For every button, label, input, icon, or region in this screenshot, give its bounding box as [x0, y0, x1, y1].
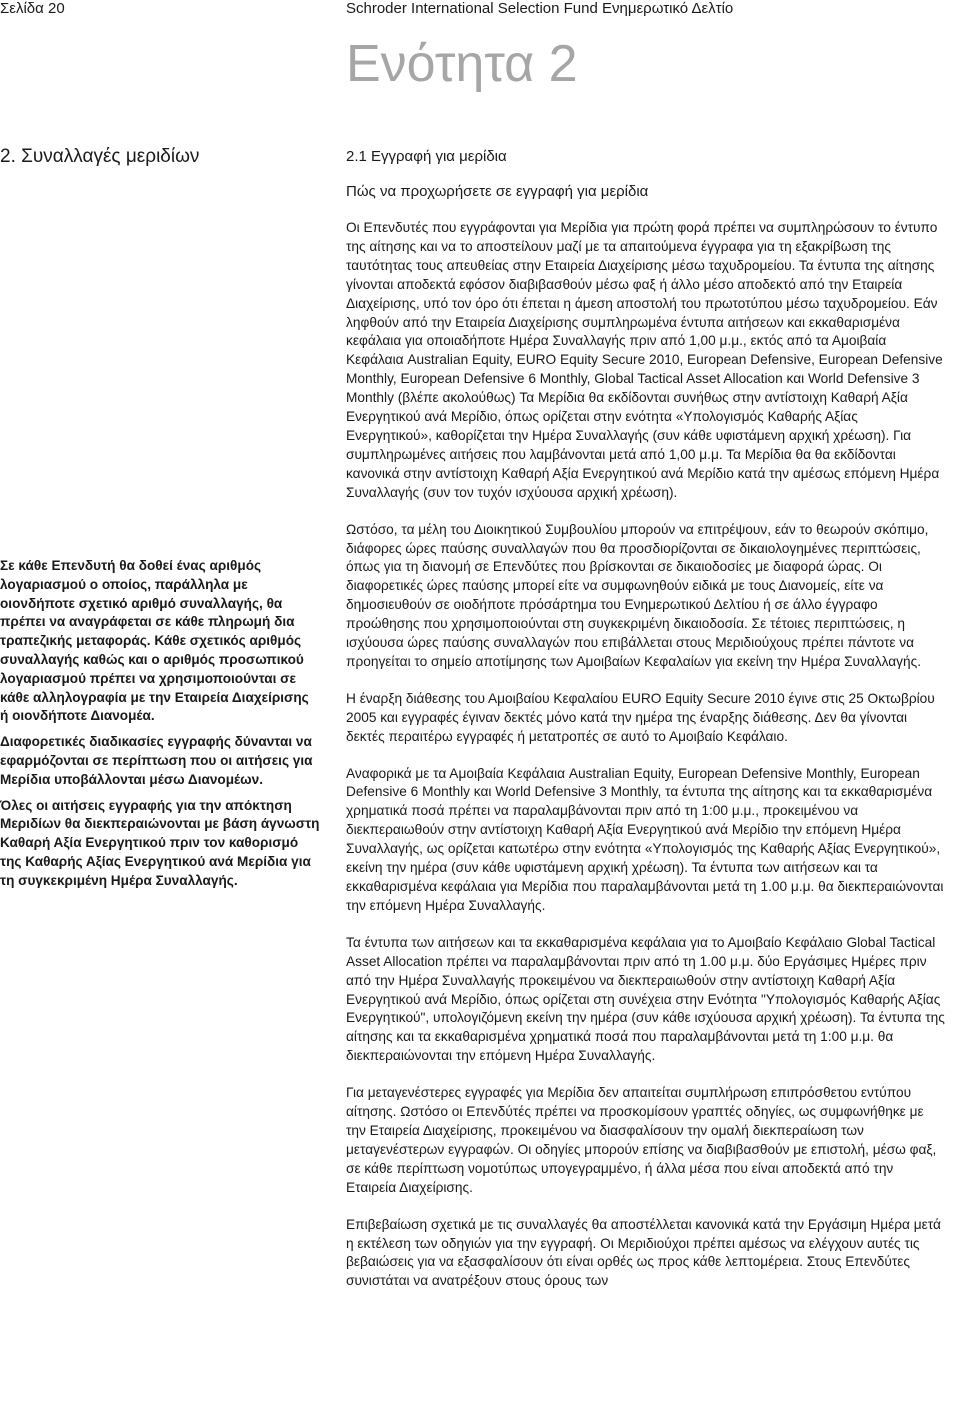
- body-paragraph: Οι Επενδυτές που εγγράφονται για Μερίδια για πρώτη φορά πρέπει να συμπληρώσουν το έντυπο της αίτησης και να το αποστείλουν μαζί με τα απαιτούμενα έγγραφα για τη εξακρίβωση της ταυτότητας τους απευθείας στην Εταιρεία Διαχείρισης μέσω ταχυδρομείου. Τα έντυπα της αίτησης γίνονται αποδεκτά εφόσον διαβιβασθούν μέσω φαξ ή άλλο μέσο αποδεκτό από την Εταιρεία Διαχείρισης, υπό τον όρο ότι έπεται η άμεση αποστολή του πρωτοτύπου μέσω ταχυδρομείου. Εάν ληφθούν από την Εταιρεία Διαχείρισης συμπληρωμένα έντυπα αιτήσεων και εκκαθαρισμένα κεφάλαια για οποιαδήποτε Ημέρα Συναλλαγής πριν από 1,00 μ.μ., εκτός από τα Αμοιβαία Κεφάλαια Australian Equity, EURO Equity Secure 2010, European Defensive, European Defensive Monthly, European Defensive 6 Monthly, Global Tactical Asset Allocation και World Defensive 3 Monthly (βλέπε ακολούθως) Τα Μερίδια θα εκδίδονται συνήθως στην αντίστοιχη Καθαρή Αξία Ενεργητικού ανά Μερίδιο, όπως ορίζεται στην ενότητα «Υπολογισμός Καθαρής Αξίας Ενεργητικού», καθορίζεται την Ημέρα Συναλλαγής (συν κάθε υφιστάμενη αρχική χρέωση). Για συμπληρωμένες αιτήσεις που λαμβάνονται μετά από 1,00 μ.μ. Τα Μερίδια θα θα εκδίδονται κανονικά στην αντίστοιχη Καθαρή Αξία Ενεργητικού ανά Μερίδιο κατά την αμέσως επόμενη Ημέρα Συναλλαγής (συν τον τυχόν ισχύουσα αρχική χρέωση).: [346, 220, 943, 500]
- body-paragraph: Η έναρξη διάθεσης του Αμοιβαίου Κεφαλαίου EURO Equity Secure 2010 έγινε στις 25 Οκτωβρίου 2005 και εγγραφές έγιναν δεκτές μόνο κατά την ημέρα της έναρξης διάθεσης. Δεν θα γίνονται δεκτές περαιτέρω εγγραφές ή μετατροπές σε αυτό το Αμοιβαίο Κεφάλαιο.: [346, 690, 935, 744]
- running-title: Schroder International Selection Fund Ενημερωτικό Δελτίο: [346, 0, 734, 17]
- body-column: [346, 219, 946, 1309]
- body-paragraph: Επιβεβαίωση σχετικά με τις συναλλαγές θα αποστέλλεται κανονικά κατά την Εργάσιμη Ημέρα μετά η εκτέλεση των οδηγιών για την εγγραφή. Οι Μεριδιούχοι πρέπει αμέσως να ελέγχουν αυτές τις βεβαιώσεις για να εξασφαλίσουν ότι είναι ορθές ως προς κάθε λεπτομέρεια. Στους Επενδύτες συνιστάται να ανατρέξουν στους όρους των: [346, 1216, 941, 1289]
- sidebar-paragraph: Όλες οι αιτήσεις εγγραφής για την απόκτηση Μεριδίων θα διεκπεραιώνονται με βάση άγνωστη Καθαρή Αξία Ενεργητικού πριν τον καθορισμό της Καθαρής Αξίας Ενεργητικού ανά Μερίδια για τη συγκεκριμένη Ημέρα Συναλλαγής.: [0, 797, 320, 888]
- body-paragraph: Αναφορικά με τα Αμοιβαία Κεφάλαια Australian Equity, European Defensive Monthly, European Defensive 6 Monthly και World Defensive 3 Monthly, τα έντυπα της αίτησης και τα εκκαθαρισμένα χρηματικά ποσά πρέπει να παραλαμβάνονται πριν από τη 1:00 μ.μ., προκειμένου να διεκπεραιωθούν στην αντίστοιχη Καθαρή Αξία Ενεργητικού ανά Μερίδιο την επόμενη Ημέρα Συναλλαγής, ως ορίζεται κατωτέρω στην ενότητα «Υπολογισμός της Καθαρής Αξίας Ενεργητικού», εκείνη την ημέρα (συν κάθε υφιστάμενη αρχική χρέωση). Τα έντυπα των αιτήσεων και τα εκκαθαρισμένα κεφάλαια για Μερίδια που παραλαμβάνονται μετά τη 1.00 μ.μ. θα διεκπεραιώνονται την επόμενη Ημέρα Συναλλαγής.: [346, 765, 944, 913]
- sidebar-paragraph: Διαφορετικές διαδικασίες εγγραφής δύνανται να εφαρμόζονται σε περίπτωση που οι αιτήσεις για Μερίδια υποβάλλονται μέσω Διανομέων.: [0, 734, 313, 787]
- sidebar-paragraph: Σε κάθε Επενδυτή θα δοθεί ένας αριθμός λογαριασμού ο οποίος, παράλληλα με οιονδήποτε σχετικό αριθμό συναλλαγής, θα πρέπει να αναγράφεται σε κάθε πληρωμή δια τραπεζικής μεταφοράς. Κάθε σχετικός αριθμός συναλλαγής καθώς και ο αριθμός προσωπικού λογαριασμού πρέπει να χρησιμοποιούνται σε κάθε αλληλογραφία με την Εταιρεία Διαχείρισης ή οιονδήποτε Διανομέα.: [0, 558, 309, 724]
- body-paragraph: Ωστόσο, τα μέλη του Διοικητικού Συμβουλίου μπορούν να επιτρέψουν, εάν το θεωρούν σκόπιμο, διάφορες ώρες παύσης συναλλαγών που θα προσδιορίζονται σε δικαιολογημένες περιπτώσεις, όπως για τη διανομή σε Επενδύτες που βρίσκονται σε δικαιοδοσίες με διαφορά ώρας. Οι διαφορετικές ώρες παύσης μπορεί είτε να συμφωνηθούν ειδικά με τους Διανομείς, είτε να δημοσιευθούν σε οιοδήποτε πρόσάρτημα του Ενημερωτικού Δελτίου ή σε άλλο έγγραφο προώθησης που χρησιμοποιούνται στη συγκεκριμένη δικαιοδοσία. Σε τέτοιες περιπτώσεις, η ισχύουσα ώρες παύσης συναλλαγών που επιβάλλεται στους Μεριδιούχους πρέπει πάντοτε να προηγείται το σημείο αποτίμησης των Αμοιβαίων Κεφαλαίων για εκείνη την Ημέρα Συναλλαγής.: [346, 521, 929, 669]
- page-number: Σελίδα 20: [0, 0, 65, 17]
- chapter-heading: 2. Συναλλαγές μεριδίων: [0, 146, 200, 167]
- body-paragraph: Για μεταγενέστερες εγγραφές για Μερίδια δεν απαιτείται συμπλήρωση επιπρόσθετου εντύπου αίτησης. Ωστόσο οι Επενδύτές πρέπει να προσκομίσουν γραπτές οδηγίες, ως συμφωνήθηκε με την Εταιρεία Διαχείρισης, προκειμένου να διασφαλίσουν την ομαλή διεκπεραίωση των μεταγενέστερων εγγραφών. Οι οδηγίες μπορούν επίσης να διαβιβασθούν με επιστολή, μέσω φαξ, σε κάθε περίπτωση νομοτύπως υπογεγραμμένο, ή άλλα μέσα που είναι αποδεκτά από την Εταιρεία Διαχείρισης.: [346, 1085, 937, 1195]
- sidebar-notes: [0, 557, 320, 898]
- section-title: Ενότητα 2: [346, 35, 578, 93]
- subsection-subheading: Πώς να προχωρήσετε σε εγγραφή για μερίδια: [346, 183, 649, 200]
- body-paragraph: Τα έντυπα των αιτήσεων και τα εκκαθαρισμένα κεφάλαια για το Αμοιβαίο Κεφάλαιο Global Tactical Asset Allocation πρέπει να παραλαμβάνονται πριν από τη 1.00 μ.μ. δύο Εργάσιμες Ημέρες πριν από την Ημέρα Συναλλαγής προκειμένου να διεκπεραιωθούν στην αντίστοιχη Καθαρή Αξία Ενεργητικού ανά Μερίδιο, όπως ορίζεται στη συνέχεια στην Ενότητα "Υπολογισμός Καθαρής Αξίας Ενεργητικού", υπολογιζόμενη εκείνη την ημέρα (συν κάθε ισχύουσα αρχική χρέωση). Τα έντυπα της αίτησης και τα εκκαθαρισμένα χρηματικά ποσά που παραλαμβάνονται μετά τη 1:00 μ.μ. θα διεκπεραιώνονται την επόμενη Ημέρα Συναλλαγής.: [346, 934, 945, 1064]
- subsection-heading: 2.1 Εγγραφή για μερίδια: [346, 148, 507, 165]
